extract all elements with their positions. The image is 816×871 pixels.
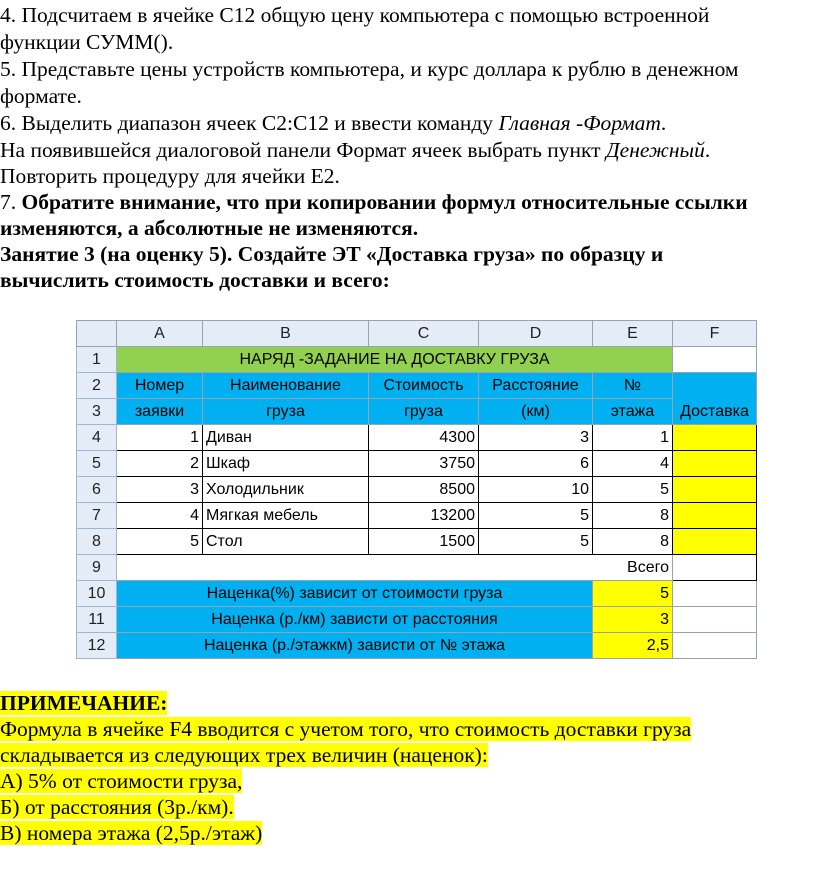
cell-delivery[interactable] <box>673 503 757 529</box>
row-header[interactable]: 11 <box>77 607 117 633</box>
menu-command: Главная -Формат <box>498 111 661 135</box>
rate-label-cell[interactable]: Наценка (р./этажкм) зависти от № этажа <box>117 633 593 659</box>
header-cell[interactable]: № <box>593 373 673 399</box>
cell-floor[interactable]: 4 <box>593 451 673 477</box>
note-line-3: А) 5% от стоимости груза, <box>0 769 243 793</box>
cell-cost[interactable]: 4300 <box>369 425 479 451</box>
text-line-9: изменяются, а абсолютные не изменяются. <box>0 216 419 240</box>
cell-num[interactable]: 3 <box>117 477 203 503</box>
row-header[interactable]: 10 <box>77 581 117 607</box>
cell-floor[interactable]: 1 <box>593 425 673 451</box>
rate-value-cell[interactable]: 2,5 <box>593 633 673 659</box>
header-cell[interactable]: Наименование <box>203 373 369 399</box>
row-header[interactable]: 9 <box>77 555 117 581</box>
column-header-b[interactable]: B <box>203 321 369 347</box>
cell-cost[interactable]: 3750 <box>369 451 479 477</box>
column-header-a[interactable]: A <box>117 321 203 347</box>
header-cell[interactable]: груза <box>369 399 479 425</box>
text-line-10: Занятие 3 (на оценку 5). Создайте ЭТ «Доставка груза» по образцу и <box>0 242 664 266</box>
note-line-2: складывается из следующих трех величин (наценок): <box>0 743 488 767</box>
header-cell[interactable]: заявки <box>117 399 203 425</box>
text-line-11: вычислить стоимость доставки и всего: <box>0 268 390 292</box>
header-cell[interactable]: Номер <box>117 373 203 399</box>
cell-floor[interactable]: 8 <box>593 529 673 555</box>
rate-value-cell[interactable]: 5 <box>593 581 673 607</box>
cell[interactable] <box>673 581 757 607</box>
row-header[interactable]: 3 <box>77 399 117 425</box>
table-title-cell[interactable]: НАРЯД -ЗАДАНИЕ НА ДОСТАВКУ ГРУЗА <box>117 347 673 373</box>
cell-name[interactable]: Шкаф <box>203 451 369 477</box>
text-line-5: 6. Выделить диапазон ячеек С2:С12 и ввести команду Главная -Формат. <box>0 111 667 135</box>
cell-delivery[interactable] <box>673 477 757 503</box>
cell-floor[interactable]: 5 <box>593 477 673 503</box>
spreadsheet <box>76 320 756 680</box>
row-header[interactable]: 1 <box>77 347 117 373</box>
header-cell[interactable] <box>673 373 757 399</box>
header-cell[interactable]: груза <box>203 399 369 425</box>
row-header[interactable]: 2 <box>77 373 117 399</box>
header-cell[interactable]: Расстояние <box>479 373 593 399</box>
column-header-e[interactable]: E <box>593 321 673 347</box>
cell-cost[interactable]: 1500 <box>369 529 479 555</box>
column-header-d[interactable]: D <box>479 321 593 347</box>
cell-cost[interactable]: 13200 <box>369 503 479 529</box>
header-cell[interactable]: Стоимость <box>369 373 479 399</box>
header-cell[interactable]: этажа <box>593 399 673 425</box>
text-line-7: Повторить процедуру для ячейки Е2. <box>0 164 340 188</box>
row-header[interactable]: 4 <box>77 425 117 451</box>
text-line-3: 5. Представьте цены устройств компьютера, и курс доллара к рублю в денежном <box>0 57 739 81</box>
cell-delivery[interactable] <box>673 425 757 451</box>
column-header-f[interactable]: F <box>673 321 757 347</box>
rate-label-cell[interactable]: Наценка (р./км) зависти от расстояния <box>117 607 593 633</box>
row-header[interactable]: 8 <box>77 529 117 555</box>
header-cell[interactable]: (км) <box>479 399 593 425</box>
cell-distance[interactable]: 3 <box>479 425 593 451</box>
row-header[interactable]: 7 <box>77 503 117 529</box>
cell-num[interactable]: 1 <box>117 425 203 451</box>
cell-cost[interactable]: 8500 <box>369 477 479 503</box>
cell-delivery[interactable] <box>673 451 757 477</box>
header-cell-delivery[interactable]: Доставка <box>673 399 757 425</box>
cell-floor[interactable]: 8 <box>593 503 673 529</box>
cell[interactable] <box>673 347 757 373</box>
cell-name[interactable]: Холодильник <box>203 477 369 503</box>
cell-distance[interactable]: 5 <box>479 503 593 529</box>
total-value-cell[interactable] <box>673 555 757 581</box>
cell-name[interactable]: Диван <box>203 425 369 451</box>
cell-distance[interactable]: 6 <box>479 451 593 477</box>
cell-distance[interactable]: 10 <box>479 477 593 503</box>
cell-name[interactable]: Мягкая мебель <box>203 503 369 529</box>
column-header-c[interactable]: C <box>369 321 479 347</box>
rate-value-cell[interactable]: 3 <box>593 607 673 633</box>
cell-num[interactable]: 2 <box>117 451 203 477</box>
cell[interactable] <box>673 607 757 633</box>
note-line-5: В) номера этажа (2,5р./этаж) <box>0 821 263 845</box>
row-header[interactable]: 6 <box>77 477 117 503</box>
row-header[interactable]: 12 <box>77 633 117 659</box>
cell-delivery[interactable] <box>673 529 757 555</box>
note-line-4: Б) от расстояния (3р./км). <box>0 795 234 819</box>
cell-num[interactable]: 4 <box>117 503 203 529</box>
text-line-8: 7. Обратите внимание, что при копировании формул относительные ссылки <box>0 190 748 214</box>
total-label-cell[interactable]: Всего <box>117 555 673 581</box>
cell-name[interactable]: Стол <box>203 529 369 555</box>
select-all-corner[interactable] <box>77 321 117 347</box>
text-line-1: 4. Подсчитаем в ячейке С12 общую цену компьютера с помощью встроенной <box>0 3 710 27</box>
row-header[interactable]: 5 <box>77 451 117 477</box>
format-option: Денежный <box>605 138 705 162</box>
rate-label-cell[interactable]: Наценка(%) зависит от стоимости груза <box>117 581 593 607</box>
cell[interactable] <box>673 633 757 659</box>
note-heading: ПРИМЕЧАНИЕ: <box>0 691 168 715</box>
text-line-4: формате. <box>0 84 82 108</box>
cell-distance[interactable]: 5 <box>479 529 593 555</box>
cell-num[interactable]: 5 <box>117 529 203 555</box>
text-line-6: На появившейся диалоговой панели Формат ячеек выбрать пункт Денежный. <box>0 138 711 162</box>
text-line-2: функции СУММ(). <box>0 30 174 54</box>
note-line-1: Формула в ячейке F4 вводится с учетом того, что стоимость доставки груза <box>0 717 692 741</box>
